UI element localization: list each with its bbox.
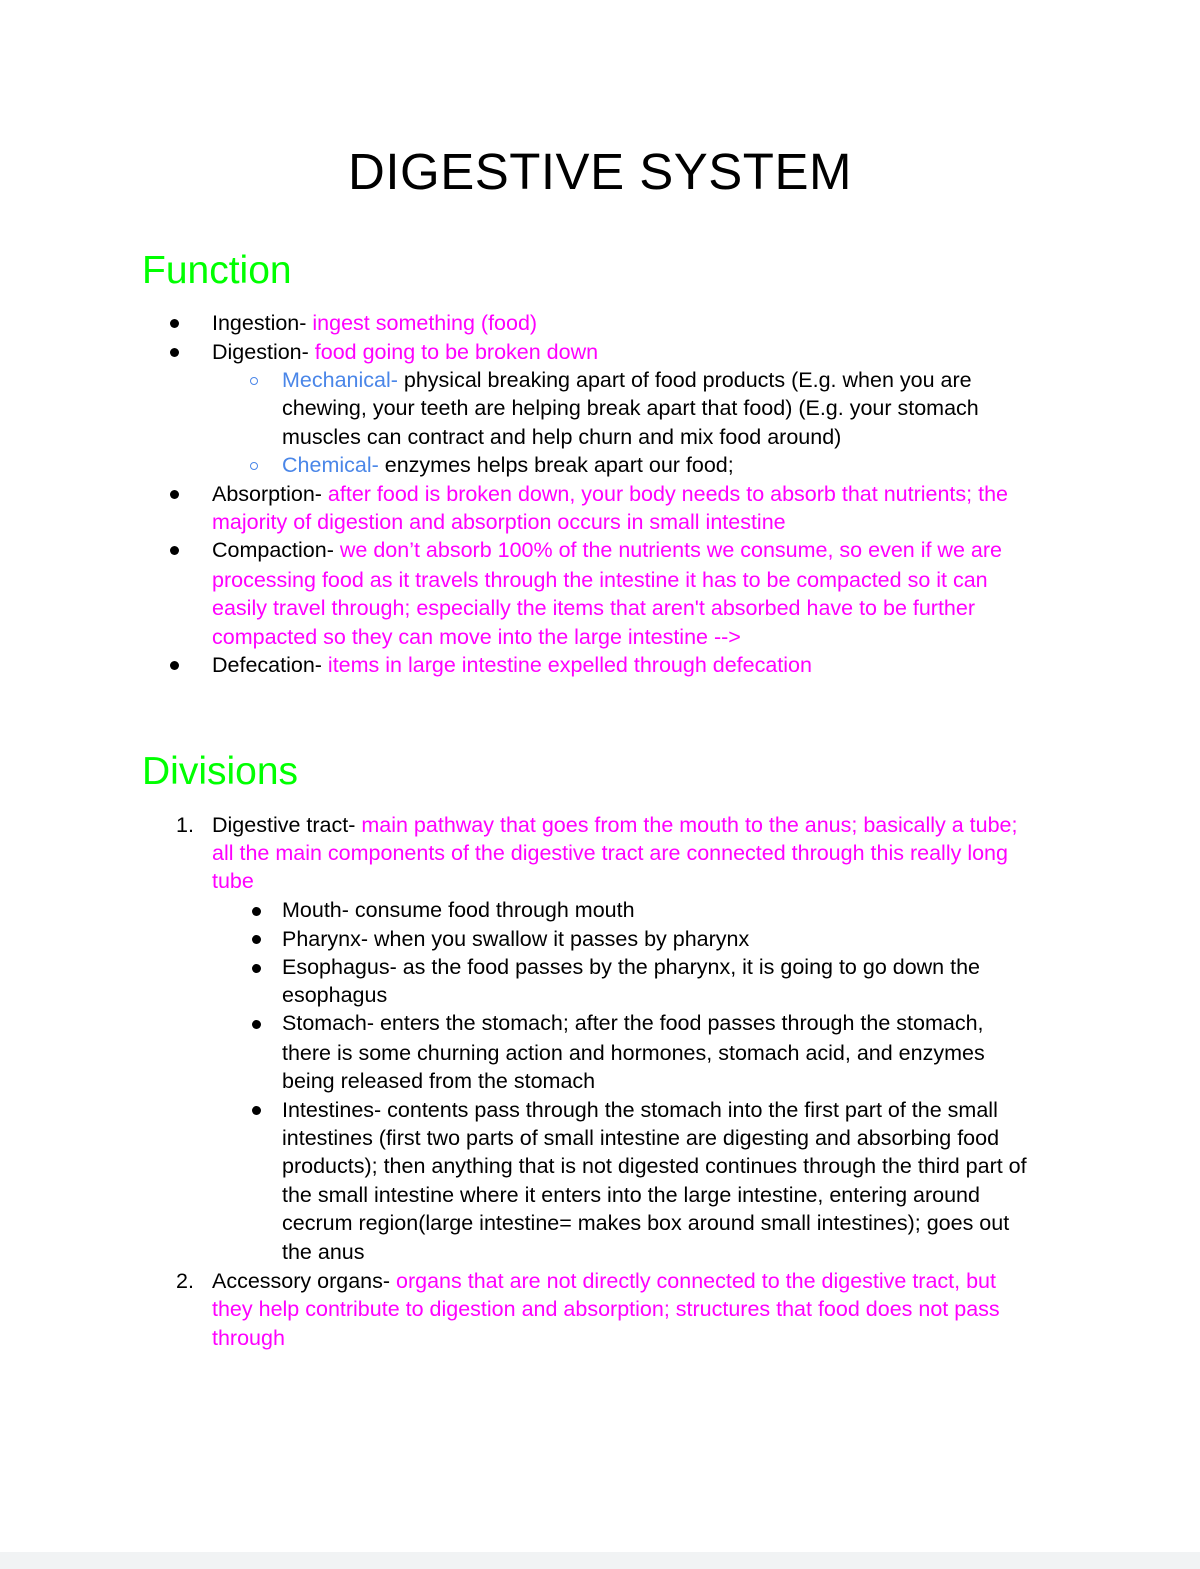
def-compaction-line1: we don’t absorb 100% of the nutrients we consume, so even if we are <box>339 538 1002 562</box>
section-heading-function: Function <box>142 249 292 292</box>
list-item-absorption <box>212 480 1008 508</box>
list-item-esophagus: Esophagus- as the food passes by the pharynx, it is going to go down the <box>282 955 981 979</box>
term-absorption: Absorption- <box>212 482 328 506</box>
term-digestion: Digestion- <box>212 340 315 364</box>
list-item-pharynx: Pharynx- when you swallow it passes by pharynx <box>282 927 750 951</box>
bullet-icon <box>252 1020 261 1029</box>
def-mechanical-line3: muscles can contract and help churn and mix food around) <box>282 425 842 449</box>
hollow-bullet-icon <box>250 377 258 385</box>
list-number: 2. <box>176 1269 194 1293</box>
def-compaction-line3: easily travel through; especially the items that aren't absorbed have to be further <box>212 596 976 620</box>
section-heading-divisions: Divisions <box>142 750 299 793</box>
bullet-icon <box>170 348 179 357</box>
page-title: DIGESTIVE SYSTEM <box>348 143 852 200</box>
hollow-bullet-icon <box>250 462 258 470</box>
list-item-mouth: Mouth- consume food through mouth <box>282 898 635 922</box>
term-chemical: Chemical- <box>282 453 385 477</box>
term-digestive-tract: Digestive tract- <box>212 813 362 837</box>
esophagus-line2: esophagus <box>282 983 388 1007</box>
bullet-icon <box>252 935 261 944</box>
intestines-line2: intestines (first two parts of small intestine are digesting and absorbing food <box>282 1126 1000 1150</box>
def-mechanical-line1: physical breaking apart of food products (E.g. when you are <box>403 368 972 392</box>
bullet-icon <box>170 661 179 670</box>
intestines-line3: products); then anything that is not digested continues through the third part of <box>282 1154 1027 1178</box>
def-absorption-line1: after food is broken down, your body needs to absorb that nutrients; the <box>327 482 1008 506</box>
def-ingestion: ingest something (food) <box>312 311 538 335</box>
term-compaction: Compaction- <box>212 538 340 562</box>
bullet-icon <box>252 964 261 973</box>
stomach-line2: there is some churning action and hormones, stomach acid, and enzymes <box>282 1041 985 1065</box>
term-mechanical: Mechanical- <box>282 368 404 392</box>
intestines-line4: the small intestine where it enters into the large intestine, entering around <box>282 1183 980 1207</box>
term-defecation: Defecation- <box>212 653 328 677</box>
bullet-icon <box>170 546 179 555</box>
term-ingestion: Ingestion- <box>212 311 313 335</box>
list-number: 1. <box>176 813 194 837</box>
def-tract-line2: all the main components of the digestive tract are connected through this really long <box>212 841 1008 865</box>
bullet-icon <box>252 907 261 916</box>
def-compaction-line2: processing food as it travels through the intestine it has to be compacted so it can <box>212 568 988 592</box>
def-digestion: food going to be broken down <box>314 340 599 364</box>
def-defecation: items in large intestine expelled through defecation <box>327 653 812 677</box>
list-item-digestive-tract <box>212 811 1018 839</box>
intestines-line5: cecrum region(large intestine= makes box around small intestines); goes out <box>282 1211 1010 1235</box>
bullet-icon <box>170 319 179 328</box>
term-accessory-organs: Accessory organs- <box>212 1269 397 1293</box>
list-item-intestines: Intestines- contents pass through the stomach into the first part of the small <box>282 1098 998 1122</box>
bullet-icon <box>170 490 179 499</box>
list-item-ingestion <box>212 309 537 337</box>
sub-item-mechanical <box>282 366 972 394</box>
sub-item-chemical <box>282 451 734 479</box>
list-item-accessory-organs <box>212 1267 996 1295</box>
def-mechanical-line2: chewing, your teeth are helping break apart that food) (E.g. your stomach <box>282 396 979 420</box>
def-chemical: enzymes helps break apart our food; <box>384 453 734 477</box>
list-item-defecation <box>212 651 812 679</box>
def-absorption-line2: majority of digestion and absorption occurs in small intestine <box>212 510 786 534</box>
stomach-line3: being released from the stomach <box>282 1069 596 1093</box>
list-item-compaction <box>212 536 1002 564</box>
page-bottom-edge <box>0 1552 1200 1569</box>
def-tract-line3: tube <box>212 869 254 893</box>
list-item-stomach: Stomach- enters the stomach; after the food passes through the stomach, <box>282 1011 984 1035</box>
def-accessory-line1: organs that are not directly connected to the digestive tract, but <box>396 1269 996 1293</box>
intestines-line6: the anus <box>282 1240 365 1264</box>
bullet-icon <box>252 1106 261 1115</box>
list-item-digestion <box>212 338 598 366</box>
def-compaction-line4: compacted so they can move into the large intestine --> <box>212 625 741 649</box>
def-tract-line1: main pathway that goes from the mouth to the anus; basically a tube; <box>361 813 1018 837</box>
def-accessory-line3: through <box>212 1326 285 1350</box>
def-accessory-line2: they help contribute to digestion and absorption; structures that food does not pass <box>212 1297 1000 1321</box>
